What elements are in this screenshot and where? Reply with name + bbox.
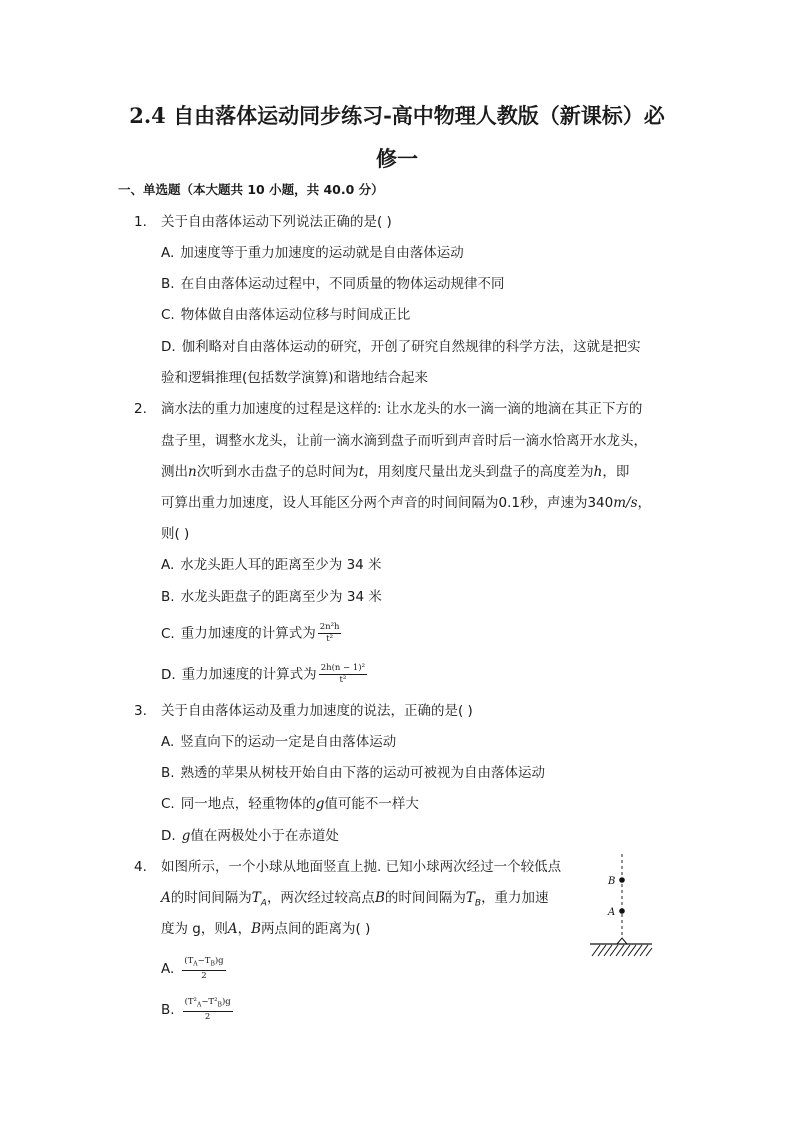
numerator xyxy=(182,956,225,971)
question-1-number: 1. xyxy=(134,214,147,230)
option-text: 竖直向下的运动一定是自由落体运动 xyxy=(180,734,397,750)
text: 测出 xyxy=(161,464,188,480)
question-4-line-3 xyxy=(161,919,370,939)
var-n: n xyxy=(188,464,197,480)
question-2-option-b xyxy=(161,587,382,607)
option-text: 重力加速度的计算式为 xyxy=(181,666,317,683)
question-4-line-2 xyxy=(161,888,549,914)
option-text: 伽利略对自由落体运动的研究，开创了研究自然规律的科学方法，这就是把实 xyxy=(181,339,641,355)
question-2-option-d xyxy=(161,663,367,686)
question-4-line-1: 如图所示，一个小球从地面竖直上抛. 已知小球两次经过一个较低点 xyxy=(161,859,562,875)
numerator: 2n²h xyxy=(319,622,340,632)
vertical-throw-figure xyxy=(588,852,658,964)
text: ，用刻度尺量出龙头到盘子的高度差为 xyxy=(364,464,594,480)
numerator: 2h(n − 1)² xyxy=(320,663,366,673)
point-b: B xyxy=(251,921,262,937)
point-a: A xyxy=(227,921,238,937)
option-label: A. xyxy=(161,960,175,977)
fraction xyxy=(319,663,367,686)
num-part: −T² xyxy=(201,997,218,1007)
num-part: (T² xyxy=(184,997,197,1007)
option-text: 在自由落体运动过程中，不同质量的物体运动规律不同 xyxy=(180,276,505,292)
point-a: A xyxy=(161,890,171,906)
question-3-option-b xyxy=(161,763,545,783)
launch-stand xyxy=(617,938,627,944)
option-text: 物体做自由落体运动位移与时间成正比 xyxy=(180,307,411,323)
point-a-dot xyxy=(619,908,625,914)
text: ，两次经过较高点 xyxy=(266,890,375,906)
option-text: 值可能不一样大 xyxy=(324,796,419,812)
option-label: D. xyxy=(161,828,176,844)
question-2-number: 2. xyxy=(134,401,147,417)
point-b: B xyxy=(374,890,385,906)
point-b-label: B xyxy=(608,876,616,887)
question-2-line-4 xyxy=(161,493,651,513)
question-4-option-b xyxy=(161,997,233,1023)
num-part: (T xyxy=(184,956,194,966)
question-2-line-5: 则( ) xyxy=(161,526,190,542)
text: 可算出重力加速度，设人耳能区分两个声音的时间间隔为0.1秒，声速为340 xyxy=(161,495,614,511)
denominator: t² xyxy=(339,675,347,685)
num-part: )g xyxy=(221,997,231,1007)
text: 次听到水击盘子的总时间为 xyxy=(196,464,359,480)
var-g: g xyxy=(181,828,191,844)
question-4-option-a xyxy=(161,956,226,982)
page-title-line-1: 2.4 自由落体运动同步练习-高中物理人教版（新课标）必 xyxy=(129,103,665,128)
question-1-option-d-cont: 验和逻辑推理(包括数学演算)和谐地结合起来 xyxy=(161,370,429,386)
num-sub: A xyxy=(196,1001,202,1009)
question-1-stem: 关于自由落体运动下列说法正确的是( ) xyxy=(161,214,392,230)
text: ，即 xyxy=(602,464,630,480)
question-3-option-c xyxy=(161,794,419,814)
numerator xyxy=(183,997,233,1012)
question-3-stem: 关于自由落体运动及重力加速度的说法，正确的是( ) xyxy=(161,703,473,719)
option-label: A. xyxy=(161,734,175,750)
option-text: 值在两极处小于在赤道处 xyxy=(190,828,339,844)
var-h: h xyxy=(593,464,603,480)
denominator: 2 xyxy=(204,1011,211,1022)
unit: m/s xyxy=(613,495,638,511)
text: ， xyxy=(637,495,652,511)
question-3-number: 3. xyxy=(134,703,147,719)
num-part: −T xyxy=(197,956,211,966)
text: 两点间的距离为( ) xyxy=(261,921,371,937)
option-text: 加速度等于重力加速度的运动就是自由落体运动 xyxy=(180,245,464,261)
point-a-label: A xyxy=(608,907,616,918)
option-label: B. xyxy=(161,765,175,781)
question-3-option-d xyxy=(161,826,339,846)
text: 的时间间隔为 xyxy=(384,890,466,906)
option-text: 同一地点，轻重物体的 xyxy=(180,796,316,812)
question-2-line-2: 盘子里，调整水龙头，让前一滴水滴到盘子而听到声音时后一滴水恰离开水龙头， xyxy=(161,433,647,449)
denominator: 2 xyxy=(201,970,207,981)
var-t: t xyxy=(358,464,365,480)
question-1-option-a xyxy=(161,243,464,263)
fraction xyxy=(318,622,342,645)
question-2-option-c xyxy=(161,622,341,645)
point-b-dot xyxy=(619,877,625,883)
num-sub: B xyxy=(217,1001,222,1009)
subscript: B xyxy=(474,898,482,909)
num-sub: A xyxy=(193,960,198,968)
text: ， xyxy=(237,921,252,937)
option-text: 熟透的苹果从树枝开始自由下落的运动可被视为自由落体运动 xyxy=(180,765,546,781)
option-label: B. xyxy=(161,276,175,292)
option-label: C. xyxy=(161,625,175,642)
question-1-option-b xyxy=(161,274,505,294)
option-label: C. xyxy=(161,307,175,323)
question-2-line-1: 滴水法的重力加速度的过程是这样的: 让水龙头的水一滴一滴的地滴在其正下方的 xyxy=(161,401,643,417)
page-title-line-2: 修一 xyxy=(376,146,418,171)
section-heading: 一、单选题（本大题共 10 小题，共 40.0 分） xyxy=(118,182,384,197)
option-label: B. xyxy=(161,589,175,605)
text: 度为 g，则 xyxy=(161,921,228,937)
option-label: A. xyxy=(161,557,175,573)
question-4-number: 4. xyxy=(134,859,147,875)
text: ，重力加速 xyxy=(481,890,549,906)
option-label: A. xyxy=(161,245,175,261)
question-2-option-a xyxy=(161,555,382,575)
option-text: 水龙头距盘子的距离至少为 34 米 xyxy=(180,589,382,605)
var-ta: T xyxy=(251,890,261,906)
var-g: g xyxy=(315,796,325,812)
option-label: B. xyxy=(161,1001,175,1018)
fraction xyxy=(182,956,225,982)
subscript: A xyxy=(260,898,267,909)
option-label: D. xyxy=(161,666,176,683)
question-2-line-3 xyxy=(161,462,629,482)
denominator: t² xyxy=(326,634,334,644)
text: 的时间间隔为 xyxy=(170,890,252,906)
num-sub: B xyxy=(210,960,215,968)
option-text: 水龙头距人耳的距离至少为 34 米 xyxy=(180,557,382,573)
question-3-option-a xyxy=(161,732,396,752)
fraction xyxy=(183,997,233,1023)
question-1-option-c xyxy=(161,305,410,325)
ground-hatching xyxy=(592,945,652,956)
var-tb: T xyxy=(465,890,475,906)
option-label: D. xyxy=(161,339,176,355)
option-text: 重力加速度的计算式为 xyxy=(180,625,316,642)
num-part: )g xyxy=(214,956,224,966)
option-label: C. xyxy=(161,796,175,812)
question-1-option-d xyxy=(161,337,641,357)
